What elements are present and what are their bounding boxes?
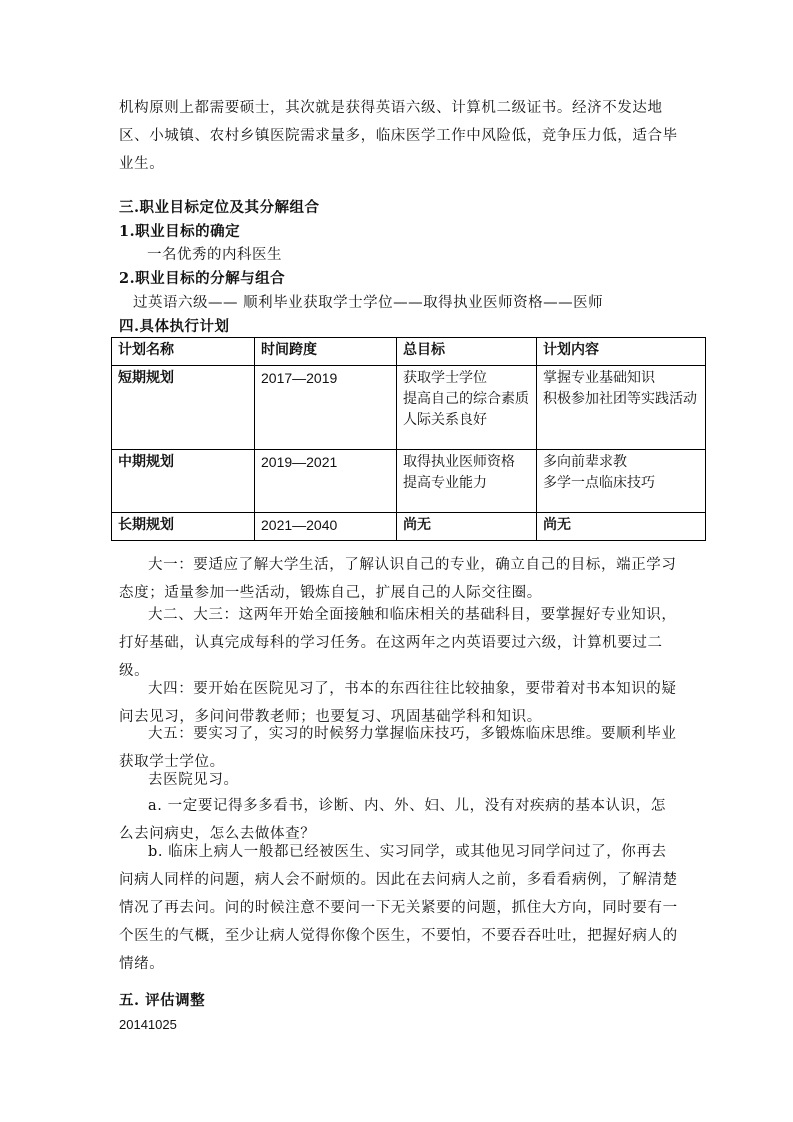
paragraph-year5: 大五：要实习了，实习的时候努力掌握临床技巧，多锻炼临床思维。要顺利毕业获取学士学位。 [119,726,677,770]
section4-title: 四.具体执行计划 [119,318,230,335]
time-span: 2017—2019 [255,366,397,450]
table-row [112,366,706,450]
goal-item: 获取学士学位 [403,370,487,386]
paragraph-hospital-visit: 去医院见习。 [148,772,239,788]
header-overall-goal: 总目标 [397,338,537,366]
content-item: 积极参加社团等实践活动 [543,391,697,407]
content-cell [537,366,706,450]
content-cell: 尚无 [537,513,706,541]
content-item: 掌握专业基础知识 [543,370,655,386]
table-row [112,450,706,513]
header-time-span: 时间跨度 [255,338,397,366]
plan-name: 短期规划 [112,366,255,450]
paragraph-item-a: a. 一定要记得多多看书，诊断、内、外、妇、儿，没有对疾病的基本认识，怎么去问病史，怎么去做体查？ [119,798,666,842]
plan-name: 长期规划 [112,513,255,541]
goal-breakdown-text: 过英语六级—— 顺利毕业获取学士学位——取得执业医师资格——医师 [133,295,604,311]
header-plan-name: 计划名称 [112,338,255,366]
goal-item: 人际关系良好 [403,412,487,428]
time-span: 2019—2021 [255,450,397,513]
goal-item: 提高专业能力 [403,475,487,491]
table-row [112,513,706,541]
time-span: 2021—2040 [255,513,397,541]
paragraph-year4: 大四：要开始在医院见习了，书本的东西往往比较抽象，要带着对书本知识的疑问去见习，多问问带教老师；也要复习、巩固基础学科和知识。 [119,681,677,725]
content-cell [537,450,706,513]
intro-paragraph: 机构原则上都需要硕士，其次就是获得英语六级、计算机二级证书。经济不发达地区、小城镇、农村乡镇医院需求量多，临床医学工作中风险低，竞争压力低，适合毕业生。 [119,100,678,172]
table-header-row [112,338,706,366]
plan-table [111,337,706,541]
section5-title: 五. 评估调整 [119,992,206,1009]
goal-item: 取得执业医师资格 [403,454,515,470]
content-item: 多学一点临床技巧 [543,475,655,491]
paragraph-year1: 大一：要适应了解大学生活，了解认识自己的专业，确立自己的目标，端正学习态度；适量参加一些活动，锻炼自己，扩展自己的人际交往圈。 [119,557,677,601]
header-plan-content: 计划内容 [537,338,706,366]
goal-item: 提高自己的综合素质 [403,391,529,407]
document-date: 20141025 [119,1017,177,1032]
section3-sub2-title: 2.职业目标的分解与组合 [119,270,286,287]
section3-sub1-title: 1.职业目标的确定 [119,223,241,240]
paragraph-year2-3: 大二、大三：这两年开始全面接触和临床相关的基础科目，要掌握好专业知识，打好基础，认真完成每科的学习任务。在这两年之内英语要过六级，计算机要过二级。 [119,607,677,679]
goal-cell [397,450,537,513]
paragraph-item-b: b. 临床上病人一般都已经被医生、实习同学，或其他见习同学问过了，你再去问病人同样的问题，病人会不耐烦的。因此在去问病人之前，多看看病例，了解清楚情况了再去问。问的时候注意不要问一下无关紧要的问题，抓住大方向，同时要有一个医生的气概，至少让病人觉得你像个医生，不要怕，不要吞吞吐吐，把握好病人的情绪。 [119,844,678,972]
plan-name: 中期规划 [112,450,255,513]
content-item: 多向前辈求教 [543,454,627,470]
section3-title: 三.职业目标定位及其分解组合 [119,199,320,216]
goal-cell [397,366,537,450]
career-goal-text: 一名优秀的内科医生 [147,247,282,263]
goal-cell: 尚无 [397,513,537,541]
